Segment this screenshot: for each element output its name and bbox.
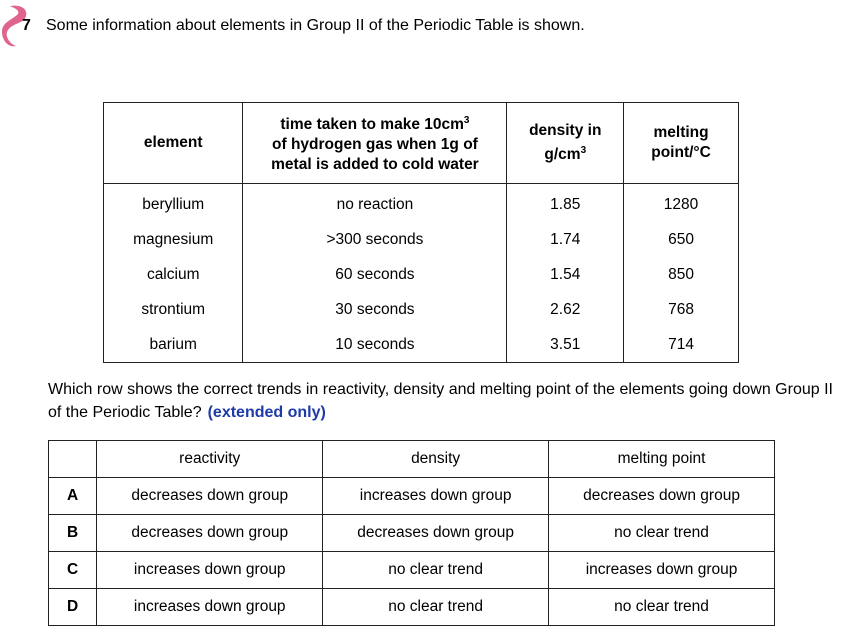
option-row-b[interactable]: B decreases down group decreases down group no clear trend — [49, 515, 775, 552]
header-melting: melting point/°C — [624, 103, 739, 184]
answer-options-table — [48, 440, 775, 626]
question-prompt: Which row shows the correct trends in reactivity, density and melting point of the elements going down Group II of the Periodic Table? (extended only) — [48, 381, 833, 421]
option-letter: D — [49, 589, 97, 626]
group2-info-table — [103, 102, 739, 363]
table-row: beryllium no reaction 1.85 1280 — [104, 184, 739, 223]
option-letter: A — [49, 478, 97, 515]
header-time: time taken to make $10cm^3$ of hydrogen gas when 1g of metal is added to cold water — [243, 103, 507, 184]
header-density: density — [323, 441, 549, 478]
option-row-c[interactable]: C increases down group no clear trend increases down group — [49, 552, 775, 589]
header-melting-point: melting point — [549, 441, 775, 478]
extended-only-tag: (extended only) — [207, 404, 326, 421]
option-row-d[interactable]: D increases down group no clear trend no clear trend — [49, 589, 775, 626]
option-letter: C — [49, 552, 97, 589]
table-row: strontium 30 seconds 2.62 768 — [104, 292, 739, 327]
table-row: barium 10 seconds 3.51 714 — [104, 327, 739, 363]
question-number: 7 — [22, 17, 31, 34]
option-row-a[interactable]: A decreases down group increases down group decreases down group — [49, 478, 775, 515]
header-density: density in $g/cm^3$ — [507, 103, 624, 184]
question-intro: Some information about elements in Group II of the Periodic Table is shown. — [46, 17, 585, 34]
options-header-row — [49, 441, 775, 478]
table-row: magnesium >300 seconds 1.74 650 — [104, 222, 739, 257]
header-element: element — [104, 103, 243, 184]
header-reactivity: reactivity — [97, 441, 323, 478]
table-row: calcium 60 seconds 1.54 850 — [104, 257, 739, 292]
option-letter: B — [49, 515, 97, 552]
